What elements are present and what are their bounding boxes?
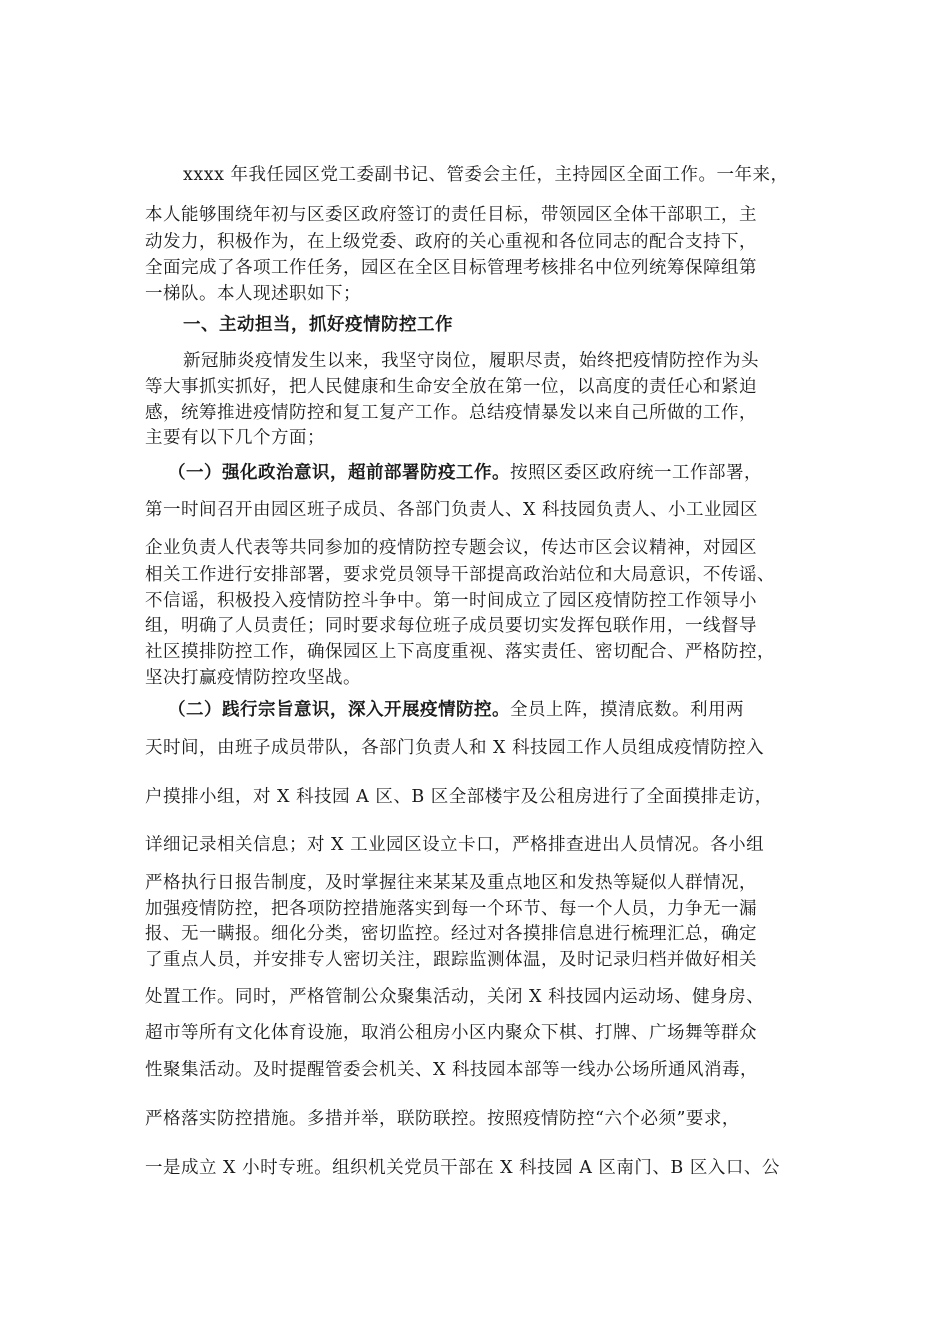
item2-line-4: 详细记录相关信息；对 X 工业园区设立卡口，严格排查进出人员情况。各小组 [145,835,765,855]
section1-line-4: 主要有以下几个方面； [145,428,325,448]
item1-first-line [168,462,762,484]
item1-line-6: 组，明确了人员责任；同时要求每位班子成员要切实发挥包联作用，一线督导 [145,616,757,636]
intro-line-4: 全面完成了各项工作任务，园区在全区目标管理考核排名中位列统筹保障组第 [145,258,757,278]
item1-first-line-text: 按照区委区政府统一工作部署， [510,463,762,483]
item2-first-line-text: 全员上阵，摸清底数。利用两 [510,700,744,720]
intro-line-3: 动发力，积极作为，在上级党委、政府的关心重视和各位同志的配合支持下， [145,232,757,252]
item2-line-5: 严格执行日报告制度，及时掌握往来某某及重点地区和发热等疑似人群情况， [145,873,757,893]
item1-line-2: 第一时间召开由园区班子成员、各部门负责人、X 科技园负责人、小工业园区 [145,500,759,520]
section1-line-3: 感，统筹推进疫情防控和复工复产工作。总结疫情暴发以来自己所做的工作， [145,403,757,423]
item1-line-5: 不信谣，积极投入疫情防控斗争中。第一时间成立了园区疫情防控工作领导小 [145,591,757,611]
item1-line-8: 坚决打赢疫情防控攻坚战。 [145,668,361,688]
section1-line-2: 等大事抓实抓好，把人民健康和生命安全放在第一位，以高度的责任心和紧迫 [145,377,757,397]
item1-line-3: 企业负责人代表等共同参加的疫情防控专题会议，传达市区会议精神，对园区 [145,538,757,558]
item1-line-7: 社区摸排防控工作，确保园区上下高度重视、落实责任、密切配合、严格防控， [145,642,775,662]
item2-line-9: 处置工作。同时，严格管制公众聚集活动，关闭 X 科技园内运动场、健身房、 [145,987,765,1007]
intro-line-2: 本人能够围绕年初与区委区政府签订的责任目标，带领园区全体干部职工，主 [145,205,757,225]
section-heading: 一、主动担当，抓好疫情防控工作 [183,315,453,335]
intro-line-1: xxxx 年我任园区党工委副书记、管委会主任，主持园区全面工作。一年来， [183,165,789,185]
intro-line-5: 一梯队。本人现述职如下； [145,284,361,304]
item1-heading: （一）强化政治意识，超前部署防疫工作。 [168,463,510,483]
item1-line-4: 相关工作进行安排部署，要求党员领导干部提高政治站位和大局意识，不传谣、 [145,565,775,585]
item2-first-line [168,699,744,721]
section1-line-1: 新冠肺炎疫情发生以来，我坚守岗位，履职尽责，始终把疫情防控作为头 [183,351,759,371]
item2-line-2: 天时间，由班子成员带队，各部门负责人和 X 科技园工作人员组成疫情防控入 [145,738,765,758]
item2-line-3: 户摸排小组，对 X 科技园 A 区、B 区全部楼宇及公租房进行了全面摸排走访， [145,787,773,807]
item2-line-6: 加强疫情防控，把各项防控措施落实到每一个环节、每一个人员，力争无一漏 [145,899,757,919]
item2-line-12: 严格落实防控措施。多措并举，联防联控。按照疫情防控“六个必须”要求， [145,1109,740,1129]
item2-line-8: 了重点人员，并安排专人密切关注，跟踪监测体温，及时记录归档并做好相关 [145,950,757,970]
item2-line-10: 超市等所有文化体育设施，取消公租房小区内聚众下棋、打牌、广场舞等群众 [145,1023,757,1043]
item2-line-11: 性聚集活动。及时提醒管委会机关、X 科技园本部等一线办公场所通风消毒， [145,1060,759,1080]
item2-heading: （二）践行宗旨意识，深入开展疫情防控。 [168,700,510,720]
item2-line-7: 报、无一瞒报。细化分类，密切监控。经过对各摸排信息进行梳理汇总，确定 [145,924,757,944]
item2-line-13: 一是成立 X 小时专班。组织机关党员干部在 X 科技园 A 区南门、B 区入口、公 [145,1158,780,1178]
